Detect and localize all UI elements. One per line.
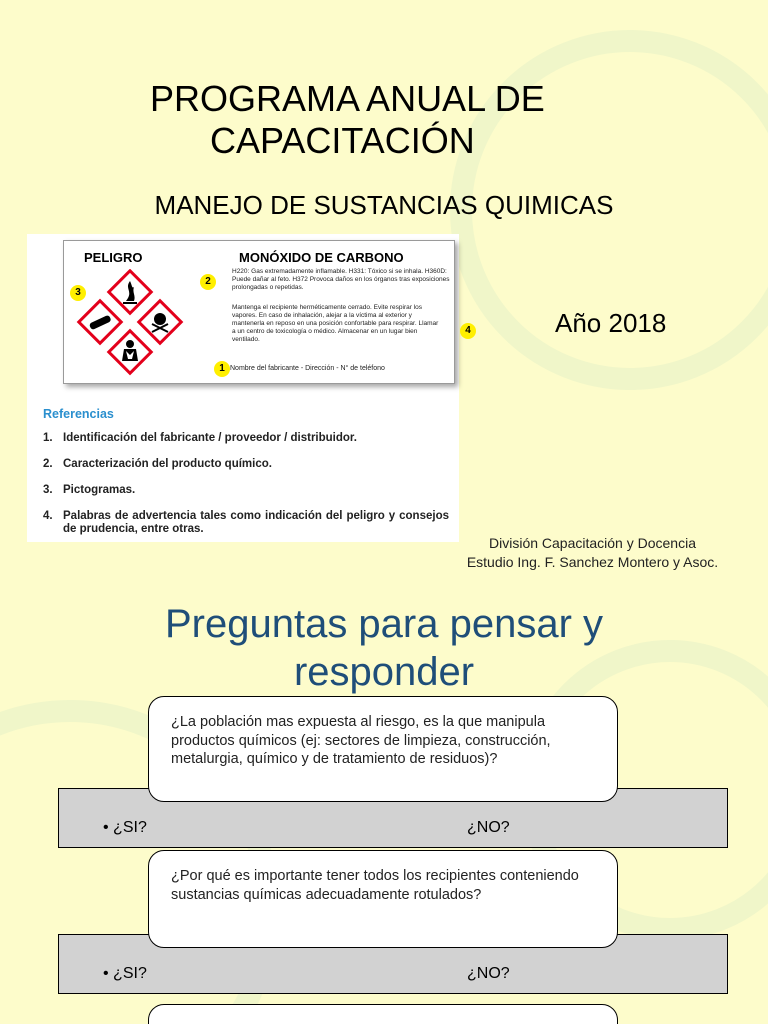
- questions-heading-line-1: Preguntas para pensar y: [164, 602, 604, 646]
- slide-title: [150, 78, 670, 162]
- list-item: 2. Caracterización del producto químico.: [43, 458, 272, 470]
- list-item: 1. Identificación del fabricante / proveedor / distribuidor.: [43, 432, 357, 444]
- year-label: Año 2018: [555, 308, 667, 338]
- list-item: 3. Pictogramas.: [43, 484, 136, 496]
- hazard-statements: H220: Gas extremadamente inflamable. H331: Tóxico si se inhala. H360D: Puede dañar al feto. H372 Provoca daños en los órganos tras exposiciones prolongadas o repetidas.: [232, 268, 450, 291]
- product-name: MONÓXIDO DE CARBONO: [239, 250, 404, 265]
- chemical-label: [63, 240, 471, 384]
- questions-heading: [0, 600, 768, 696]
- flame-icon: [109, 271, 151, 313]
- credit-block: [410, 534, 768, 572]
- answer-no[interactable]: ¿NO?: [467, 965, 510, 982]
- question-box: ¿La población mas expuesta al riesgo, es la que manipula productos químicos (ej: sectores de limpieza, construcción, metalurgia, químico y de tratamiento de residuos)?: [148, 696, 618, 802]
- ghs-pictograms: [70, 269, 200, 381]
- health-hazard-icon: [109, 331, 151, 373]
- questions-heading-line-2: responder: [293, 650, 475, 694]
- references-list: [43, 432, 449, 549]
- references-title: Referencias: [43, 407, 114, 421]
- title-line-2: CAPACITACIÓN: [210, 120, 475, 161]
- question-box: [148, 1004, 618, 1024]
- credit-line-1: División Capacitación y Docencia: [489, 535, 696, 551]
- badge-3: 3: [70, 285, 86, 301]
- list-item: 4. Palabras de advertencia tales como indicación del peligro y consejos de prudencia, entre otras.: [43, 510, 449, 535]
- answer-no[interactable]: ¿NO?: [467, 819, 510, 836]
- manufacturer-line: Nombre del fabricante - Dirección - N° de teléfono: [230, 365, 385, 372]
- signal-word: PELIGRO: [84, 250, 143, 265]
- question-box: ¿Por qué es importante tener todos los recipientes conteniendo sustancias químicas adecuadamente rotulados?: [148, 850, 618, 948]
- precaution-statements: Mantenga el recipiente herméticamente cerrado. Evite respirar los vapores. En caso de inhalación, alejar a la víctima al exterior y mantenerla en reposo en una posición confortable para respirar. Llamar a un centro de toxicología o médico. Almacenar en un lugar bien ventilado.: [232, 304, 439, 343]
- title-line-1: PROGRAMA ANUAL DE: [150, 78, 545, 119]
- badge-4: 4: [460, 323, 476, 339]
- label-image-panel: [27, 234, 471, 542]
- skull-crossbones-icon: [139, 301, 181, 343]
- slide-subtitle: MANEJO DE SUSTANCIAS QUIMICAS: [154, 190, 614, 220]
- answer-yes[interactable]: • ¿SI?: [103, 819, 147, 836]
- credit-line-2: Estudio Ing. F. Sanchez Montero y Asoc.: [466, 554, 719, 570]
- badge-2: 2: [200, 274, 216, 290]
- badge-1: 1: [214, 361, 230, 377]
- answer-yes[interactable]: • ¿SI?: [103, 965, 147, 982]
- gas-cylinder-icon: [79, 301, 121, 343]
